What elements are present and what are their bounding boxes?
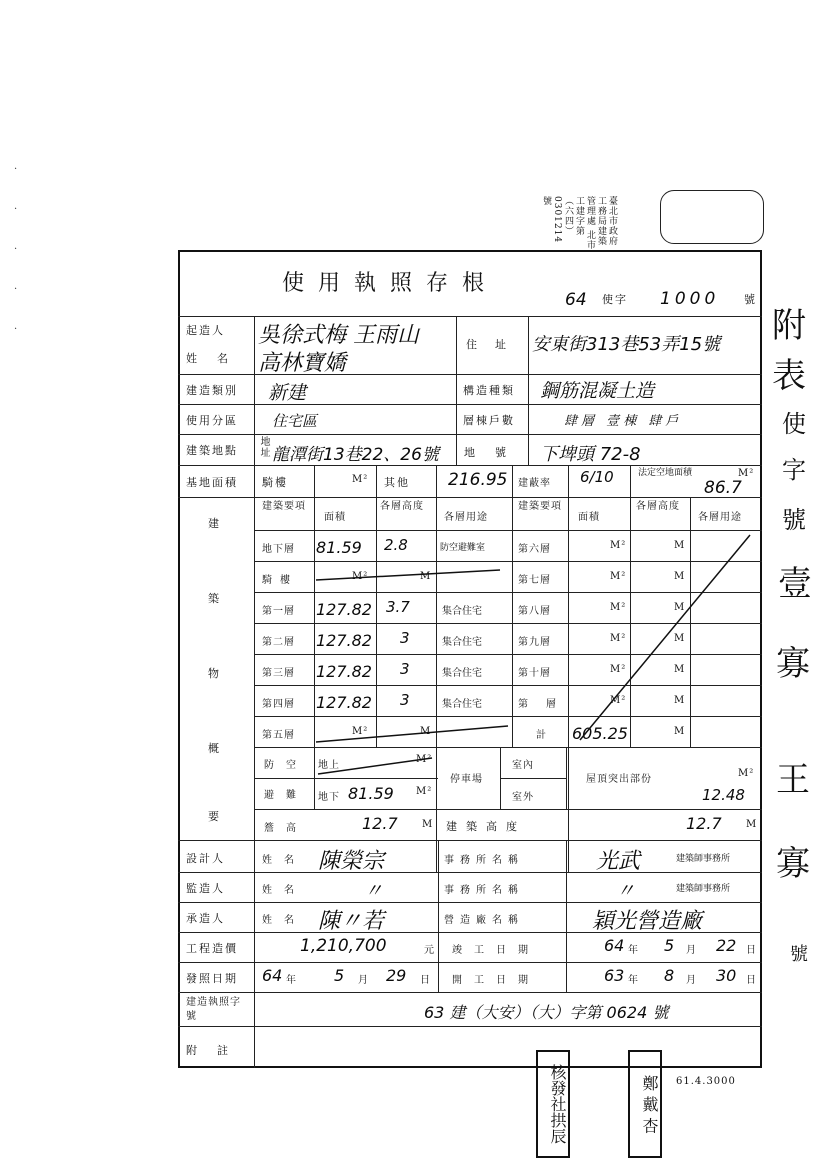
address-value: 安東街313巷53弄15號 (532, 334, 721, 355)
designer-name: 陳榮宗 (318, 849, 385, 874)
start-year: 63 (604, 966, 625, 985)
unit-m: M (420, 571, 432, 582)
cost-unit: 元 (424, 945, 435, 956)
floor-9: 第九層 (518, 637, 551, 648)
hdr-use: 各層用途 (444, 512, 488, 523)
label-designer-name: 姓名 (262, 855, 306, 866)
unit-m2: M² (610, 540, 627, 551)
side-char: 表 (772, 356, 806, 396)
issue-day-unit: 日 (420, 975, 431, 986)
label-shelter: 避難 (264, 790, 308, 801)
label-remarks: 附註 (186, 1044, 248, 1057)
unit-m2: M² (610, 571, 627, 582)
label-bldg-height: 建築高度 (446, 820, 526, 833)
supervisor-office: 〃 (616, 880, 636, 902)
label-site-addr: 地址 (258, 436, 269, 458)
completion-year-unit: 年 (628, 945, 639, 956)
label-indoor: 室內 (512, 760, 534, 771)
label-completion: 竣工日期 (452, 945, 540, 956)
label-structure: 構造種類 (463, 384, 515, 397)
f2-use: 集合住宅 (442, 637, 482, 648)
label-site: 建築地點 (186, 444, 238, 457)
approval-stamp-left (536, 1050, 570, 1158)
issue-year-unit: 年 (286, 975, 297, 986)
hdr-area: 面積 (324, 512, 346, 523)
outline-char-4: 概 (208, 742, 221, 755)
f4-use: 集合住宅 (442, 699, 482, 710)
label-supervisor: 監造人 (186, 882, 225, 895)
label-arcade: 騎樓 (262, 476, 288, 489)
open-space-value: 86.7 (704, 478, 742, 498)
label-applicant-name: 姓名 (186, 352, 248, 365)
side-char: 王 (776, 760, 810, 800)
header-note-col2: 北市工建字第（六四） (563, 196, 595, 250)
applicant-names-1: 吳徐式梅 王雨山 (258, 323, 419, 348)
floor-4: 第四層 (262, 699, 295, 710)
unit-m: M (674, 571, 686, 582)
completion-day-unit: 日 (746, 945, 757, 956)
unit-m: M (674, 726, 686, 737)
floor-5: 第五層 (262, 730, 295, 741)
margin-marks: · · · · · (14, 164, 18, 335)
issue-month: 5 (334, 966, 345, 985)
roof-value: 12.48 (702, 786, 745, 804)
f2-area: 127.82 (316, 631, 372, 650)
side-char: 寡 (776, 644, 810, 684)
label-designer-office: 事務所名稱 (444, 855, 524, 866)
label-applicant: 起造人 (186, 324, 225, 337)
issue-month-unit: 月 (358, 975, 369, 986)
label-lot-area: 基地面積 (186, 476, 238, 489)
issue-year: 64 (262, 966, 283, 985)
hdr-area-2: 面積 (578, 512, 600, 523)
label-eave: 簷高 (264, 823, 308, 834)
unit-m: M (674, 664, 686, 675)
unit-m2: M² (352, 726, 369, 737)
hdr-item: 建築要項 (262, 501, 306, 512)
f1-area: 127.82 (316, 600, 372, 619)
side-char: 寡 (776, 844, 810, 884)
f4-area: 127.82 (316, 693, 372, 712)
start-month-unit: 月 (686, 975, 697, 986)
coverage-value: 6/10 (580, 468, 614, 486)
label-other: 其他 (384, 476, 410, 489)
floor-arcade: 騎樓 (262, 575, 298, 586)
unit-m2: M² (610, 664, 627, 675)
f3-area: 127.82 (316, 662, 372, 681)
label-address: 住址 (466, 338, 524, 351)
unit-m: M (674, 633, 686, 644)
start-day: 30 (716, 966, 737, 985)
completion-year: 64 (604, 936, 625, 955)
label-contractor-firm: 營造廠名稱 (444, 915, 524, 926)
roof-unit: M² (738, 768, 755, 779)
floor-8: 第八層 (518, 606, 551, 617)
eave-value: 12.7 (362, 814, 398, 833)
supervisor-name: 〃 (364, 880, 384, 902)
site-addr-value: 龍潭街13巷22、26號 (272, 445, 439, 465)
label-above: 地上 (318, 760, 340, 771)
outline-char-1: 建 (208, 517, 221, 530)
building-type-value: 新建 (268, 382, 307, 404)
outline-char-5: 要 (208, 810, 221, 823)
floor-1: 第一層 (262, 606, 295, 617)
basement-area: 81.59 (316, 538, 362, 557)
side-char: 號 (790, 944, 808, 965)
permit-number: 1000 (660, 289, 720, 309)
eave-unit: M (422, 819, 434, 830)
below-unit: M² (416, 786, 433, 797)
label-supervisor-name: 姓名 (262, 885, 306, 896)
header-note-col3: 0301214 (552, 196, 562, 244)
hdr-use-2: 各層用途 (698, 512, 742, 523)
floors-units-value: 肆層 壹棟 肆戶 (564, 414, 683, 429)
issue-day: 29 (386, 966, 407, 985)
hdr-height: 各層高度 (380, 501, 424, 512)
unit-m: M (674, 540, 686, 551)
floor-10: 第十層 (518, 668, 551, 679)
strike-line (316, 726, 508, 742)
label-air-raid: 防空 (264, 760, 308, 771)
permit-suffix: 號 (744, 293, 757, 306)
designer-office: 光武 (596, 849, 641, 874)
strike-line (580, 535, 750, 740)
start-month: 8 (664, 966, 675, 985)
label-contractor: 承造人 (186, 912, 225, 925)
label-issue-date: 發照日期 (186, 972, 238, 985)
floor-blank: 第層 (518, 699, 574, 710)
bldg-height-unit: M (746, 819, 758, 830)
permit-ref-value: 63 建（大安）（大）字第 0624 號 (424, 1003, 669, 1022)
label-cost: 工程造價 (186, 942, 238, 955)
applicant-names-2: 高林寶嬌 (258, 351, 347, 376)
lot-other-value: 216.95 (448, 470, 508, 490)
label-roof: 屋頂突出部份 (586, 774, 652, 785)
footer-code: 61.4.3000 (676, 1076, 736, 1087)
label-outdoor: 室外 (512, 792, 534, 803)
unit-m2: M² (610, 633, 627, 644)
f2-height: 3 (400, 629, 410, 647)
label-site-lot: 地號 (464, 446, 526, 459)
above-unit: M² (416, 754, 433, 765)
label-coverage: 建蔽率 (518, 478, 551, 489)
label-permit-ref: 建造執照字號 (186, 997, 241, 1022)
f1-height: 3.7 (386, 598, 410, 616)
hdr-height-2: 各層高度 (636, 501, 680, 512)
label-designer: 設計人 (186, 852, 225, 865)
side-char: 壹 (778, 564, 812, 604)
floor-basement: 地下層 (262, 544, 295, 555)
unit-m2: M² (610, 602, 627, 613)
unit-m2: M² (352, 571, 369, 582)
permit-prefix: 使字 (602, 293, 628, 306)
completion-day: 22 (716, 936, 737, 955)
basement-height: 2.8 (384, 536, 408, 554)
label-open-space: 法定空地面積 (638, 468, 693, 478)
zone-value: 住宅區 (272, 412, 318, 430)
f4-height: 3 (400, 691, 410, 709)
side-char: 附 (772, 306, 806, 346)
header-note-col1: 臺北市政府工務局建築管理處 (585, 196, 617, 246)
label-start-date: 開工日期 (452, 975, 540, 986)
completion-month: 5 (664, 936, 675, 955)
label-zone: 使用分區 (186, 414, 238, 427)
label-total: 計 (536, 730, 547, 741)
designer-office-suffix: 建築師事務所 (676, 854, 731, 864)
f1-use: 集合住宅 (442, 606, 482, 617)
outline-char-2: 築 (208, 592, 221, 605)
permit-year: 64 (565, 290, 587, 310)
floor-7: 第七層 (518, 575, 551, 586)
open-space-unit: M² (738, 468, 755, 479)
stamp-right-text: 鄭 戴 杏 (640, 1074, 659, 1134)
label-contractor-name: 姓名 (262, 915, 306, 926)
structure-value: 鋼筋混凝土造 (540, 380, 655, 402)
floor-2: 第二層 (262, 637, 295, 648)
shelter-below-value: 81.59 (348, 784, 394, 803)
total-area: 605.25 (572, 724, 628, 743)
floor-6: 第六層 (518, 544, 551, 555)
cost-value: 1,210,700 (300, 936, 387, 956)
contractor-name: 陳〃若 (318, 909, 385, 934)
f3-height: 3 (400, 660, 410, 678)
label-supervisor-office: 事務所名稱 (444, 885, 524, 896)
arcade-unit: M² (352, 474, 369, 485)
side-char: 字 (782, 456, 806, 484)
site-lot-value: 下埤頭 72-8 (540, 444, 641, 465)
stamp-left-text: 核發社拱辰 (548, 1064, 567, 1144)
start-day-unit: 日 (746, 975, 757, 986)
unit-m2: M² (610, 695, 627, 706)
form-title: 使用執照存根 (282, 271, 499, 296)
bldg-height-value: 12.7 (686, 814, 722, 833)
hdr-item-2: 建築要項 (518, 501, 562, 512)
basement-use: 防空避難室 (440, 543, 486, 553)
header-note-col4: 號 (541, 196, 551, 206)
label-below: 地下 (318, 792, 340, 803)
strike-line (316, 570, 500, 580)
side-char: 號 (782, 506, 806, 534)
label-building-type: 建造類別 (186, 384, 238, 397)
completion-month-unit: 月 (686, 945, 697, 956)
unit-m: M (420, 726, 432, 737)
label-parking: 停車場 (450, 774, 483, 785)
f3-use: 集合住宅 (442, 668, 482, 679)
floor-3: 第三層 (262, 668, 295, 679)
label-floors-units: 層棟戶數 (463, 414, 515, 427)
outline-char-3: 物 (208, 667, 221, 680)
approval-stamp-right (628, 1050, 662, 1158)
start-year-unit: 年 (628, 975, 639, 986)
side-char: 使 (782, 410, 806, 438)
unit-m: M (674, 695, 686, 706)
supervisor-office-suffix: 建築師事務所 (676, 884, 731, 894)
unit-m: M (674, 602, 686, 613)
contractor-firm: 穎光營造廠 (592, 909, 703, 934)
